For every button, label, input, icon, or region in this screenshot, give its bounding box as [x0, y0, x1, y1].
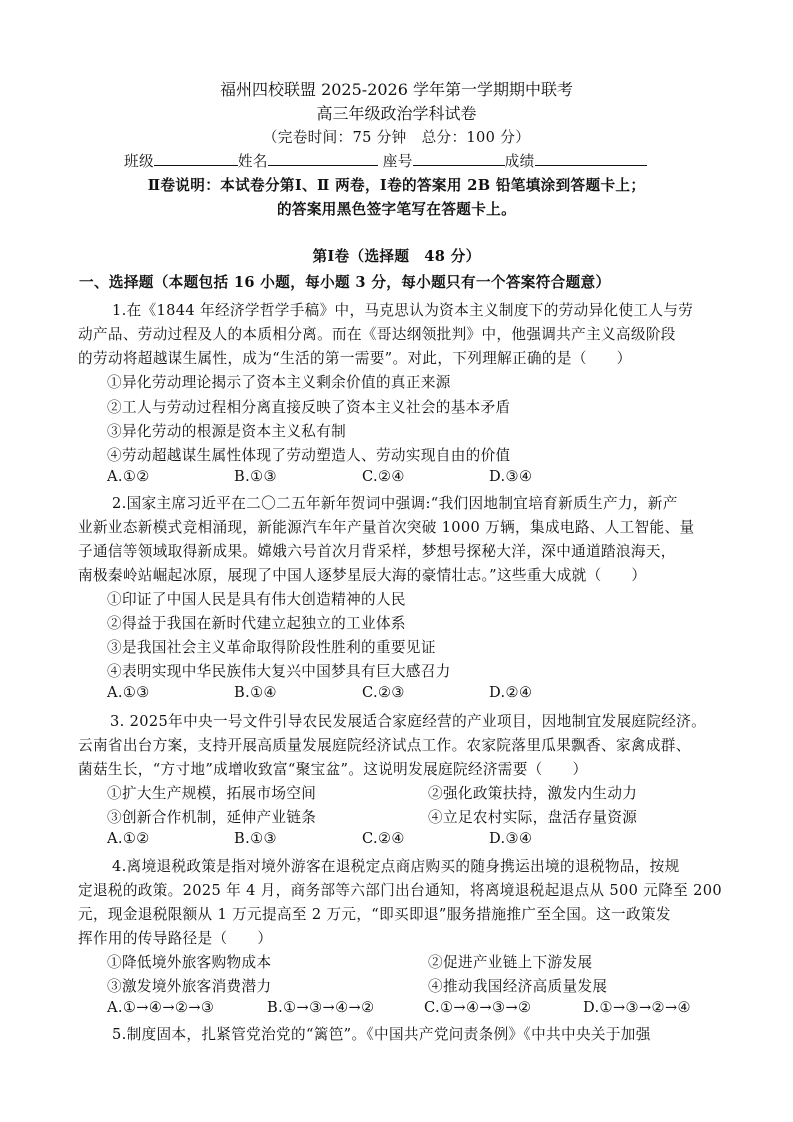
q3-option-a[interactable]: A.①② — [107, 830, 150, 847]
class-label: 班级 — [124, 153, 154, 170]
q1-option-a[interactable]: A.①② — [107, 468, 150, 485]
q2-option-b[interactable]: B.①④ — [234, 684, 277, 701]
notice-line2: 的答案用黑色签字笔写在答题卡上。 — [276, 201, 517, 218]
q1-statement-4: ④劳动超越谋生属性体现了劳动塑造人、劳动实现自由的价值 — [107, 447, 511, 464]
q4-statement-2: ②促进产业链上下游发展 — [428, 954, 593, 971]
q1-option-d[interactable]: D.③④ — [489, 468, 533, 485]
q2-stem-line1: 2.国家主席习近平在二〇二五年新年贺词中强调:“我们因地制宜培育新质生产力，新产 — [112, 495, 678, 512]
q2-option-a[interactable]: A.①③ — [107, 684, 150, 701]
q2-statement-3: ③是我国社会主义革命取得阶段性胜利的重要见证 — [107, 639, 436, 656]
score-label: 成绩 — [504, 153, 535, 170]
seat-blank[interactable] — [413, 150, 505, 166]
q1-statement-3: ③异化劳动的根源是资本主义私有制 — [107, 423, 347, 440]
q4-option-b[interactable]: B.①→③→④→② — [267, 999, 375, 1016]
q4-statement-3: ③激发境外旅客消费潜力 — [107, 978, 272, 995]
q4-statement-1: ①降低境外旅客购物成本 — [107, 954, 272, 971]
q4-stem-line3: 元，现金退税限额从 1 万元提高至 2 万元，“即买即退”服务措施推广至全国。这一政策发 — [78, 906, 671, 923]
name-label: 姓名 — [237, 153, 268, 170]
q4-option-d[interactable]: D.①→③→②→④ — [583, 999, 691, 1016]
q3-stem-line1: 3. 2025年中央一号文件引导农民发展适合家庭经营的产业项目，因地制宜发展庭院经济。 — [110, 713, 707, 730]
q3-statement-2: ②强化政策扶持，激发内生动力 — [428, 785, 638, 802]
q3-option-c[interactable]: C.②④ — [362, 830, 405, 847]
q1-stem-line1: 1.在《1844 年经济学哲学手稿》中，马克思认为资本主义制度下的劳动异化使工人与劳 — [112, 302, 694, 319]
q3-stem-line2: 云南省出台方案，支持开展高质量发展庭院经济试点工作。农家院落里瓜果飘香、家禽成群、 — [78, 737, 691, 754]
q2-statement-2: ②得益于我国在新时代建立起独立的工业体系 — [107, 615, 406, 632]
q3-stem-line3: 菌菇生长，“方寸地”成增收致富“聚宝盆”。这说明发展庭院经济需要（ ） — [78, 761, 588, 778]
q2-statement-4: ④表明实现中华民族伟大复兴中国梦具有巨大感召力 — [107, 663, 451, 680]
part-title: 第Ⅰ卷（选择题 48 分） — [312, 248, 481, 265]
q4-statement-4: ④推动我国经济高质量发展 — [428, 978, 608, 995]
student-info-fields — [124, 150, 647, 171]
q1-option-b[interactable]: B.①③ — [234, 468, 277, 485]
q2-stem-line2: 业新业态新模式竞相涌现，新能源汽车年产量首次突破 1000 万辆，集成电路、人工智能、量 — [78, 519, 695, 536]
q4-stem-line2: 定退税的政策。2025 年 4 月，商务部等六部门出台通知，将离境退税起退点从 500 元降至 200 — [78, 882, 723, 899]
q2-option-d[interactable]: D.②④ — [489, 684, 533, 701]
q1-statement-2: ②工人与劳动过程相分离直接反映了资本主义社会的基本矛盾 — [107, 399, 511, 416]
section-instructions: 一、选择题（本题包括 16 小题，每小题 3 分，每小题只有一个答案符合题意） — [79, 274, 611, 291]
q3-statement-3: ③创新合作机制，延伸产业链条 — [107, 809, 317, 826]
q4-stem-line1: 4.离境退税政策是指对境外游客在退税定点商店购买的随身携运出境的退税物品，按规 — [112, 858, 680, 875]
exam-time-info: （完卷时间：75 分钟 总分：100 分） — [262, 129, 531, 146]
class-blank[interactable] — [154, 150, 238, 166]
q3-statement-1: ①扩大生产规模，拓展市场空间 — [107, 785, 317, 802]
notice-line1: Ⅱ卷说明：本试卷分第Ⅰ、Ⅱ 两卷，Ⅰ卷的答案用 2B 铅笔填涂到答题卡上； — [147, 177, 646, 194]
q4-option-c[interactable]: C.①→④→③→② — [424, 999, 532, 1016]
q2-stem-line4: 南极秦岭站崛起冰原，展现了中国人逐梦星辰大海的豪情壮志。”这些重大成就（ ） — [78, 567, 647, 584]
q1-statement-1: ①异化劳动理论揭示了资本主义剩余价值的真正来源 — [107, 374, 451, 391]
q3-option-b[interactable]: B.①③ — [234, 830, 277, 847]
q2-stem-line3: 子通信等领域取得新成果。嫦娥六号首次月背采样，梦想号探秘大洋，深中通道踏浪海天， — [78, 543, 676, 560]
q3-statement-4: ④立足农村实际，盘活存量资源 — [428, 809, 638, 826]
q4-stem-line4: 挥作用的传导路径是（ ） — [78, 930, 273, 947]
q4-option-a[interactable]: A.①→④→②→③ — [107, 999, 215, 1016]
q1-stem-line3: 的劳动将超越谋生属性，成为“生活的第一需要”。对此，下列理解正确的是（ ） — [78, 350, 632, 367]
q2-statement-1: ①印证了中国人民是具有伟大创造精神的人民 — [107, 591, 406, 608]
name-blank[interactable] — [268, 150, 378, 166]
q1-stem-line2: 动产品、劳动过程及人的本质相分离。而在《哥达纲领批判》中，他强调共产主义高级阶段 — [78, 326, 676, 343]
q5-stem-line1: 5.制度固本，扎紧管党治党的“篱笆”。《中国共产党问责条例》《中共中央关于加强 — [112, 1026, 651, 1043]
exam-title-line2: 高三年级政治学科试卷 — [316, 104, 477, 123]
seat-label: 座号 — [382, 153, 413, 170]
q3-option-d[interactable]: D.③④ — [489, 830, 533, 847]
q2-option-c[interactable]: C.②③ — [362, 684, 405, 701]
score-blank[interactable] — [535, 150, 647, 166]
exam-title-line1: 福州四校联盟 2025-2026 学年第一学期期中联考 — [219, 80, 574, 99]
q1-option-c[interactable]: C.②④ — [362, 468, 405, 485]
